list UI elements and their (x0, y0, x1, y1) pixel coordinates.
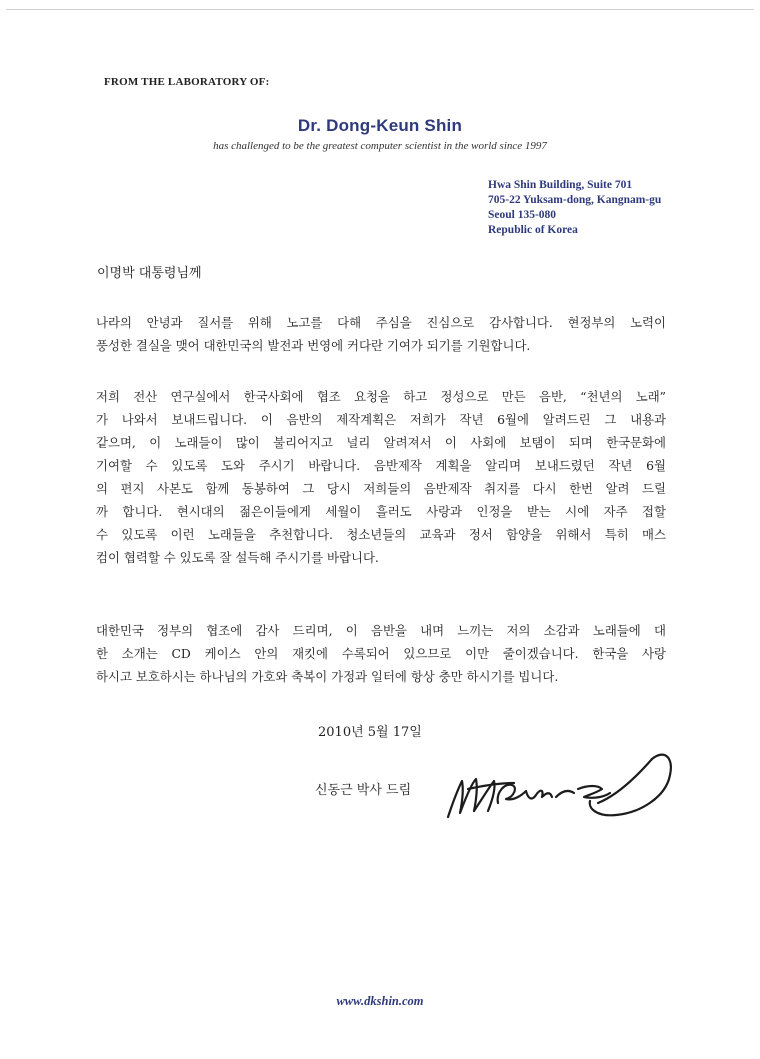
address-line: Hwa Shin Building, Suite 701 (488, 179, 633, 191)
top-rule (6, 9, 754, 10)
address-line: Seoul 135-080 (488, 209, 557, 221)
letter-date: 2010년 5월 17일 (318, 725, 422, 740)
website-link[interactable]: www.dkshin.com (336, 994, 424, 1008)
paragraph-line: 하시고 보호하시는 하나님의 가호와 축복이 가정과 일터에 항상 충만 하시기를 빕니다. (96, 669, 559, 684)
paragraph-3 (96, 619, 666, 688)
paragraph-line: 저희 전산 연구실에서 한국사회에 협조 요청을 하고 정성으로 만든 음반, “천년의 노래” (96, 389, 666, 404)
sender-line: 신동근 박사 드림 (315, 783, 412, 798)
handwritten-signature (438, 745, 688, 830)
paragraph-2 (96, 385, 666, 569)
tagline: has challenged to be the greatest computer scientist in the world since 1997 (213, 140, 547, 152)
paragraph-1 (96, 311, 666, 357)
paragraph-line: 같으며, 이 노래들이 많이 불리어지고 널리 알려져서 이 사회에 보탬이 되며 한국문화에 (96, 435, 666, 450)
paragraph-line: 한 소개는 CD 케이스 안의 재킷에 수록되어 있으므로 이만 줄이겠습니다. 한국을 사랑 (96, 646, 666, 661)
paragraph-line: 기여할 수 있도록 도와 주시기 바랍니다. 음반제작 계획을 알리며 보내드렸던 작년 6월 (96, 458, 666, 473)
paragraph-line: 컴이 협력할 수 있도록 잘 설득해 주시기를 바랍니다. (96, 550, 379, 565)
address-block (488, 178, 661, 238)
paragraph-line: 까 합니다. 현시대의 젊은이들에게 세월이 흘러도 사랑과 인정을 받는 시에 자주 접할 (96, 504, 666, 519)
address-line: Republic of Korea (488, 224, 578, 236)
address-line: 705-22 Yuksam-dong, Kangnam-gu (488, 194, 662, 206)
paragraph-line: 풍성한 결실을 맺어 대한민국의 발전과 번영에 커다란 기여가 되기를 기원합니다. (96, 338, 531, 353)
paragraph-line: 가 나와서 보내드립니다. 이 음반의 제작계획은 저희가 작년 6월에 알려드린 그 내용과 (96, 412, 666, 427)
lab-header: FROM THE LABORATORY OF: (104, 76, 270, 88)
scientist-name: Dr. Dong-Keun Shin (297, 116, 463, 135)
paragraph-line: 의 편지 사본도 함께 동봉하여 그 당시 저희들의 음반제작 취지를 다시 한번 알려 드릴 (96, 481, 666, 496)
salutation: 이명박 대통령님께 (97, 266, 202, 281)
paragraph-line: 수 있도록 이런 노래들을 추천합니다. 청소년들의 교육과 정서 함양을 위해서 특히 매스 (96, 527, 666, 542)
paragraph-line: 대한민국 정부의 협조에 감사 드리며, 이 음반을 내며 느끼는 저의 소감과 노래들에 대 (96, 623, 666, 638)
paragraph-line: 나라의 안녕과 질서를 위해 노고를 다해 주심을 진심으로 감사합니다. 현정부의 노력이 (96, 315, 666, 330)
